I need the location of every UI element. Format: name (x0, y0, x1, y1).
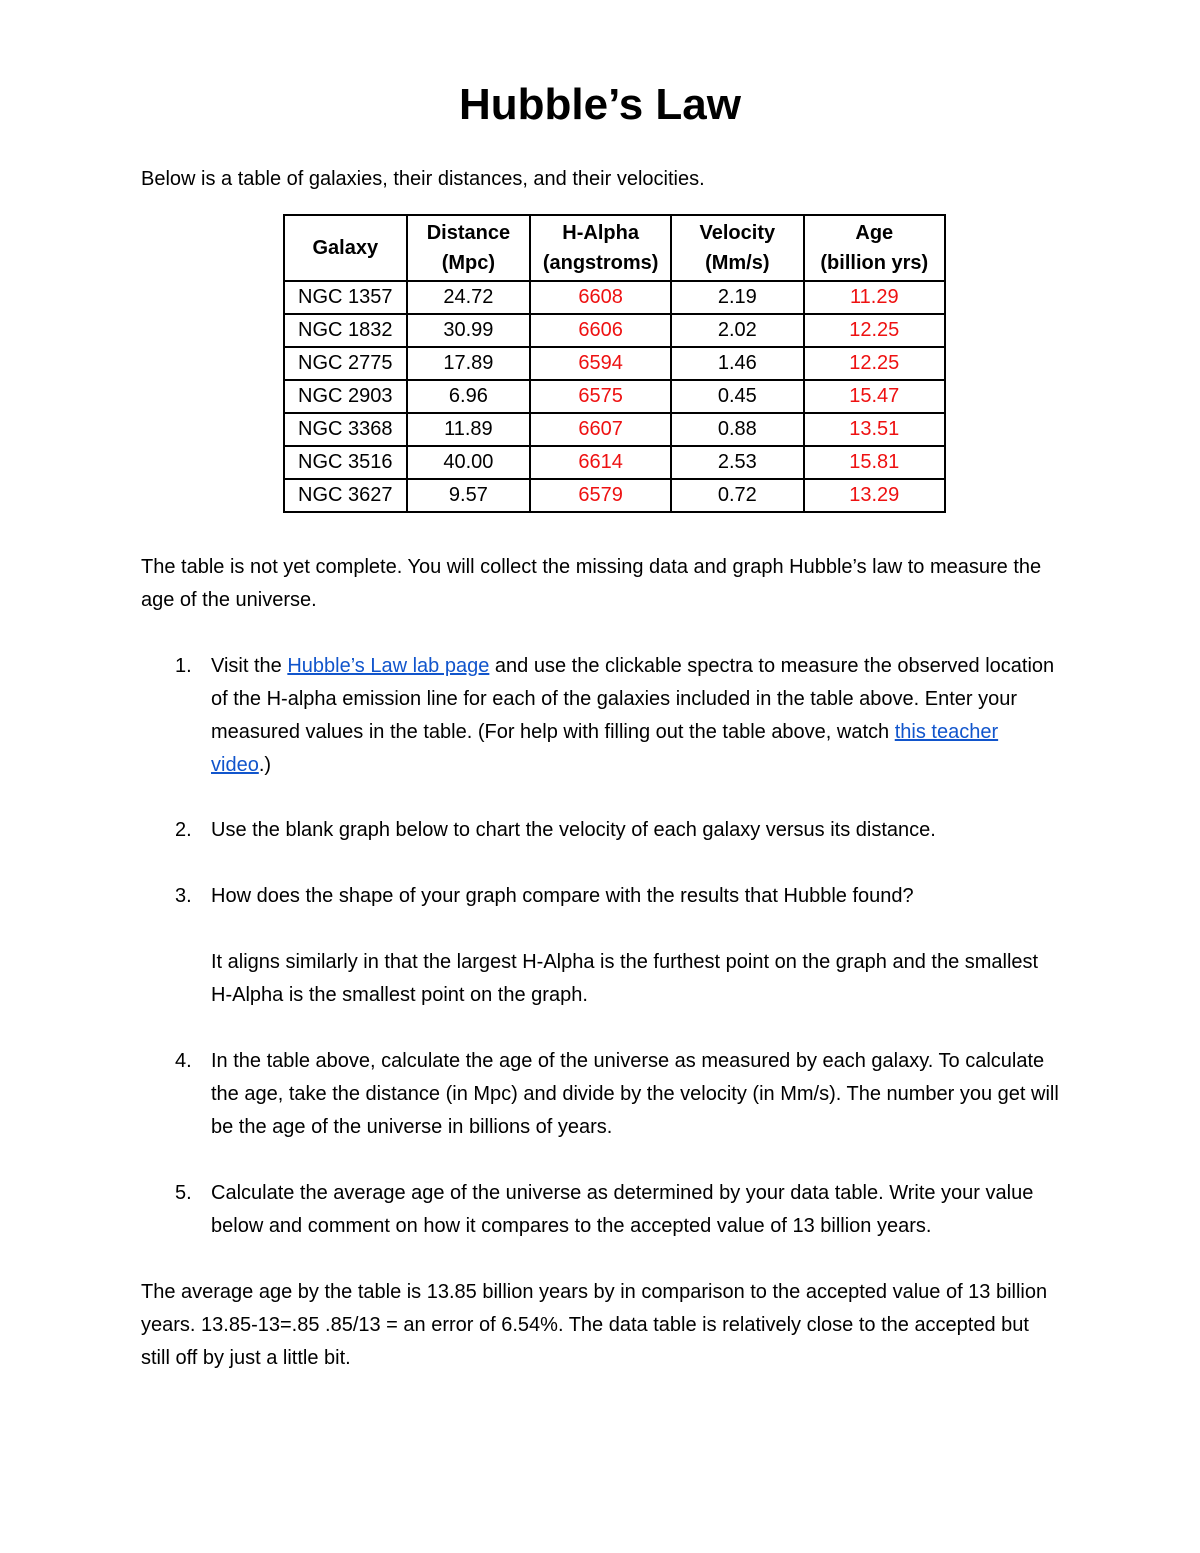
cell-age: 15.81 (804, 446, 945, 479)
step-number: 4. (175, 1050, 192, 1072)
cell-galaxy: NGC 1832 (284, 314, 407, 347)
incomplete-paragraph: The table is not yet complete. You will collect the missing data and graph Hubble’s law to measure the age of the universe. (141, 556, 1042, 611)
cell-velocity: 2.19 (671, 281, 804, 314)
step-number: 3. (175, 885, 192, 907)
cell-halpha: 6614 (530, 446, 671, 479)
cell-velocity: 0.45 (671, 380, 804, 413)
cell-galaxy: NGC 1357 (284, 281, 407, 314)
cell-age: 15.47 (804, 380, 945, 413)
header-distance: Distance (Mpc) (407, 215, 531, 281)
cell-halpha: 6606 (530, 314, 671, 347)
step-number: 1. (175, 655, 192, 677)
cell-distance: 9.57 (407, 479, 531, 512)
cell-halpha: 6608 (530, 281, 671, 314)
cell-velocity: 0.72 (671, 479, 804, 512)
step-text: In the table above, calculate the age of the universe as measured by each galaxy. To calculate the age, take the distance (in Mpc) and divide by the velocity (in Mm/s). The number you get will be the age of the universe in billions of years. (211, 1050, 1059, 1138)
cell-age: 12.25 (804, 347, 945, 380)
conclusion-paragraph: The average age by the table is 13.85 billion years by in comparison to the accepted value of 13 billion years. 13.85-13=.85 .85/13 = an error of 6.54%. The data table is relatively close to the accepted but still off by just a little bit. (141, 1281, 1048, 1369)
galaxy-table (283, 214, 946, 513)
table-header-row (284, 215, 945, 281)
cell-halpha: 6594 (530, 347, 671, 380)
cell-distance: 30.99 (407, 314, 531, 347)
cell-velocity: 2.02 (671, 314, 804, 347)
table-row (284, 281, 945, 314)
table-row (284, 380, 945, 413)
cell-velocity: 0.88 (671, 413, 804, 446)
step-number: 5. (175, 1182, 192, 1204)
header-velocity: Velocity (Mm/s) (671, 215, 804, 281)
intro-text: Below is a table of galaxies, their distances, and their velocities. (141, 168, 705, 190)
cell-galaxy: NGC 2775 (284, 347, 407, 380)
page-title: Hubble’s Law (459, 80, 741, 129)
cell-age: 13.51 (804, 413, 945, 446)
cell-distance: 11.89 (407, 413, 531, 446)
cell-age: 11.29 (804, 281, 945, 314)
cell-halpha: 6607 (530, 413, 671, 446)
step-number: 2. (175, 819, 192, 841)
cell-velocity: 1.46 (671, 347, 804, 380)
cell-age: 13.29 (804, 479, 945, 512)
cell-distance: 6.96 (407, 380, 531, 413)
step-text: Calculate the average age of the universe as determined by your data table. Write your value below and comment on how it compares to the accepted value of 13 billion years. (211, 1182, 1034, 1237)
cell-galaxy: NGC 3516 (284, 446, 407, 479)
step-text: How does the shape of your graph compare with the results that Hubble found? (211, 885, 914, 907)
cell-halpha: 6575 (530, 380, 671, 413)
table-row (284, 347, 945, 380)
cell-galaxy: NGC 2903 (284, 380, 407, 413)
teacher-video-link[interactable]: this teacher video (211, 721, 999, 776)
header-galaxy: Galaxy (284, 215, 407, 281)
cell-halpha: 6579 (530, 479, 671, 512)
cell-distance: 40.00 (407, 446, 531, 479)
hubble-law-lab-page-link[interactable]: Hubble’s Law lab page (287, 655, 490, 677)
answer-text: It aligns similarly in that the largest H-Alpha is the furthest point on the graph and the smallest H-Alpha is the smallest point on the graph. (211, 951, 1039, 1006)
table-row (284, 314, 945, 347)
cell-galaxy: NGC 3368 (284, 413, 407, 446)
cell-velocity: 2.53 (671, 446, 804, 479)
table-row (284, 413, 945, 446)
table-row (284, 479, 945, 512)
cell-age: 12.25 (804, 314, 945, 347)
cell-distance: 24.72 (407, 281, 531, 314)
cell-galaxy: NGC 3627 (284, 479, 407, 512)
step-text: Visit the Hubble’s Law lab page and use the clickable spectra to measure the observed location of the H-alpha emission line for each of the galaxies included in the table above. Enter your measured values in the table. (For help with filling out the table above, watch this teacher video.) (211, 655, 1055, 776)
step-text: Use the blank graph below to chart the velocity of each galaxy versus its distance. (211, 819, 936, 841)
header-halpha: H-Alpha (angstroms) (530, 215, 671, 281)
cell-distance: 17.89 (407, 347, 531, 380)
header-age: Age (billion yrs) (804, 215, 945, 281)
table-row (284, 446, 945, 479)
